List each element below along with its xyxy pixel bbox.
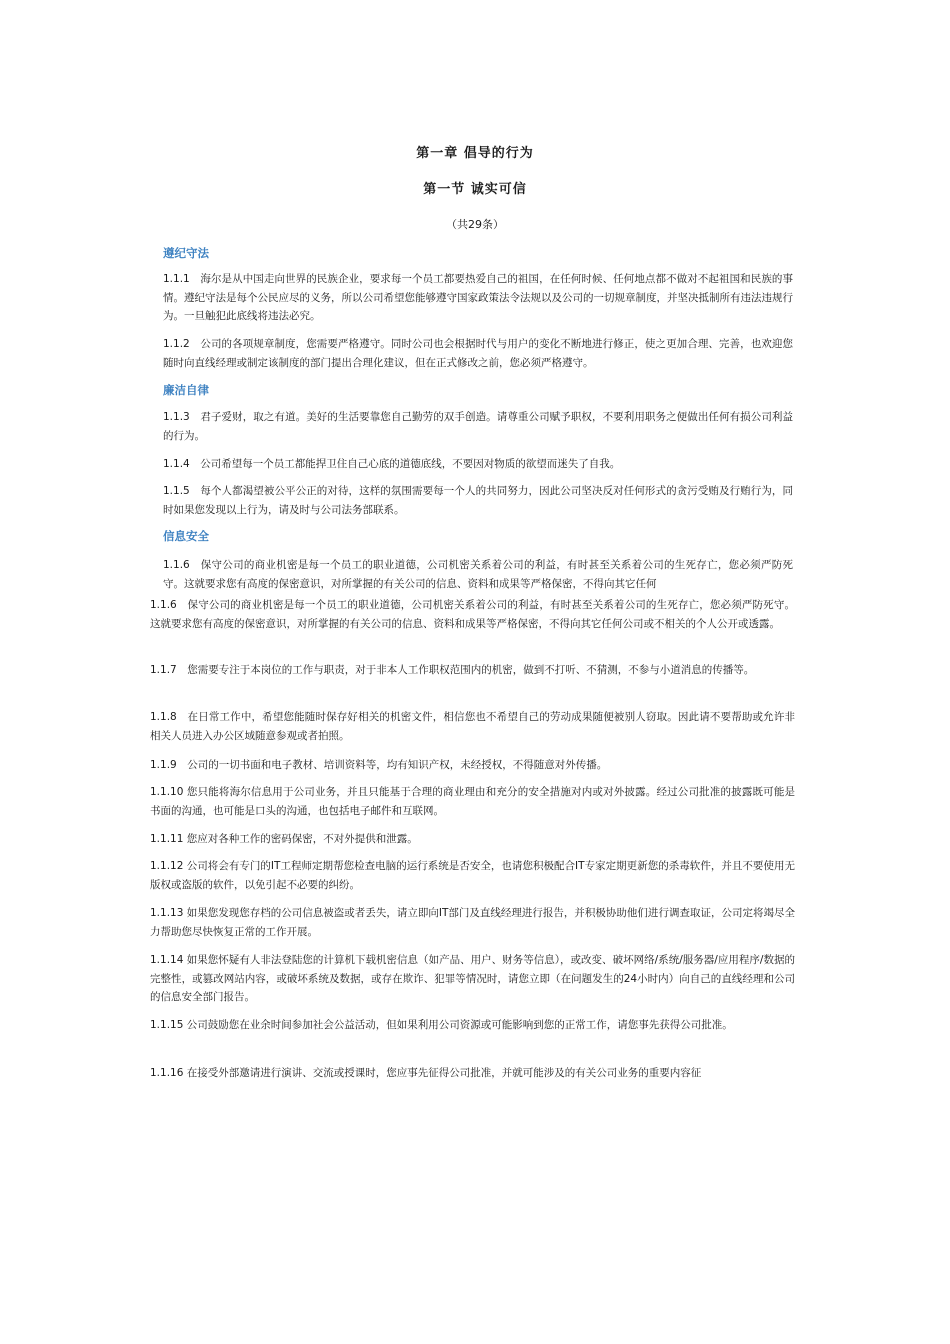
paragraph-1-1-7: 1.1.7 您需要专注于本岗位的工作与职责，对于非本人工作职权范围内的机密，做到不打听、不猜测，不参与小道消息的传播等。: [150, 664, 755, 676]
heading-information-security: 信息安全: [163, 529, 209, 543]
paragraph-1-1-9: 1.1.9 公司的一切书面和电子教材、培训资料等，均有知识产权，未经授权，不得随意对外传播。: [150, 759, 608, 771]
paragraph-1-1-14: 1.1.14 如果您怀疑有人非法登陆您的计算机下载机密信息（如产品、用户、财务等信息），或改变、破坏网络/系统/服务器/应用程序/数据的完整性，或篡改网站内容，或破坏系统及数据，或存在欺诈、犯罪等情况时，请您立即（在问题发生的24小时内）向自己的直线经理和公司的信息安全部门报告。: [150, 954, 795, 1003]
paragraph-1-1-4: 1.1.4 公司希望每一个员工都能捍卫住自己心底的道德底线，不要因对物质的欲望而迷失了自我。: [163, 458, 621, 470]
paragraph-1-1-5: 1.1.5 每个人都渴望被公平公正的对待，这样的氛围需要每一个人的共同努力，因此公司坚决反对任何形式的贪污受贿及行贿行为，同时如果您发现以上行为，请及时与公司法务部联系。: [163, 485, 793, 516]
paragraph-1-1-6: 1.1.6 保守公司的商业机密是每一个员工的职业道德，公司机密关系着公司的利益，有时甚至关系着公司的生死存亡，您必须严防死守。这就要求您有高度的保密意识，对所掌握的有关公司的信息、资料和成果等严格保密，不得向其它任何公司或不相关的个人公开或透露。: [150, 599, 795, 630]
heading-law-abiding: 遵纪守法: [163, 246, 209, 260]
paragraph-1-1-12: 1.1.12 公司将会有专门的IT工程师定期帮您检查电脑的运行系统是否安全，也请您积极配合IT专家定期更新您的杀毒软件，并且不要使用无版权或盗版的软件，以免引起不必要的纠纷。: [150, 860, 795, 891]
paragraph-1-1-11: 1.1.11 您应对各种工作的密码保密，不对外提供和泄露。: [150, 833, 418, 845]
paragraph-1-1-3: 1.1.3 君子爱财，取之有道。美好的生活要靠您自己勤劳的双手创造。请尊重公司赋予职权，不要利用职务之便做出任何有损公司利益的行为。: [163, 411, 793, 442]
paragraph-1-1-6-duplicate: 1.1.6 保守公司的商业机密是每一个员工的职业道德，公司机密关系着公司的利益，有时甚至关系着公司的生死存亡，您必须严防死守。这就要求您有高度的保密意识，对所掌握的有关公司的信息、资料和成果等严格保密，不得向其它任何: [163, 559, 793, 590]
paragraph-1-1-2: 1.1.2 公司的各项规章制度，您需要严格遵守。同时公司也会根据时代与用户的变化不断地进行修正，使之更加合理、完善，也欢迎您随时向直线经理或制定该制度的部门提出合理化建议，但在正式修改之前，您必须严格遵守。: [163, 338, 793, 369]
section-title: 第一节 诚实可信: [423, 182, 527, 197]
paragraph-1-1-13: 1.1.13 如果您发现您存档的公司信息被盗或者丢失，请立即向IT部门及直线经理进行报告，并积极协助他们进行调查取证，公司定将竭尽全力帮助您尽快恢复正常的工作开展。: [150, 907, 795, 938]
paragraph-1-1-16: 1.1.16 在接受外部邀请进行演讲、交流或授课时，您应事先征得公司批准，并就可能涉及的有关公司业务的重要内容征: [150, 1067, 702, 1079]
paragraph-1-1-8: 1.1.8 在日常工作中，希望您能随时保存好相关的机密文件，相信您也不希望自己的劳动成果随便被别人窃取。因此请不要帮助或允许非相关人员进入办公区域随意参观或者拍照。: [150, 711, 795, 742]
paragraph-1-1-1: 1.1.1 海尔是从中国走向世界的民族企业，要求每一个员工都要热爱自己的祖国，在任何时候、任何地点都不做对不起祖国和民族的事情。遵纪守法是每个公民应尽的义务，所以公司希望您能够遵守国家政策法令法规以及公司的一切规章制度，并坚决抵制所有违法违规行为。一旦触犯此底线将违法必究。: [163, 273, 793, 322]
paragraph-1-1-10: 1.1.10 您只能将海尔信息用于公司业务，并且只能基于合理的商业理由和充分的安全措施对内或对外披露。经过公司批准的披露既可能是书面的沟通，也可能是口头的沟通，也包括电子邮件和互联网。: [150, 786, 795, 817]
paragraph-1-1-15: 1.1.15 公司鼓励您在业余时间参加社会公益活动，但如果利用公司资源或可能影响到您的正常工作，请您事先获得公司批准。: [150, 1019, 733, 1031]
heading-integrity: 廉洁自律: [163, 383, 209, 397]
article-count: （共29条）: [446, 218, 504, 231]
chapter-title: 第一章 倡导的行为: [416, 146, 534, 161]
